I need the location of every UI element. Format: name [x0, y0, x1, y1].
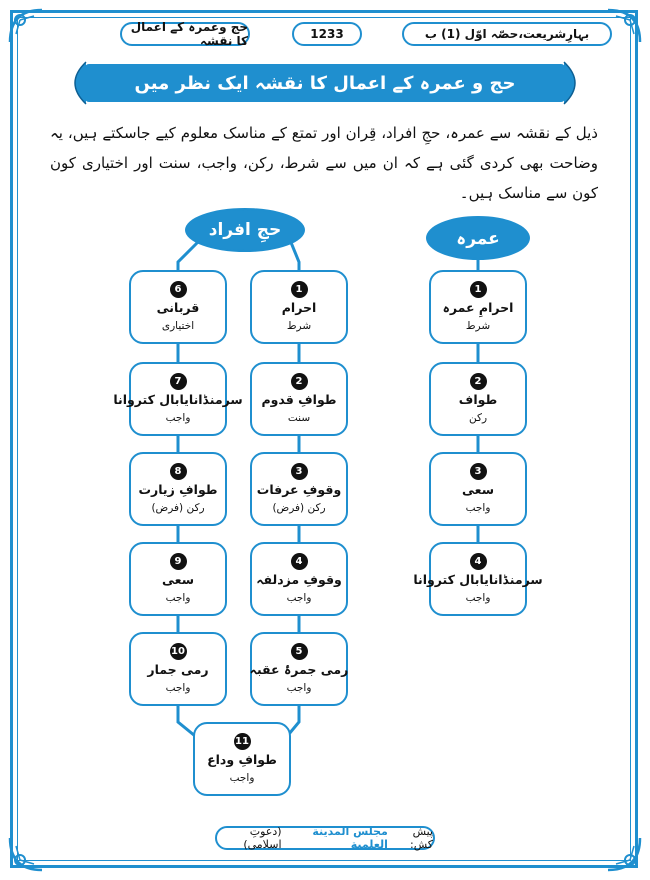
footer-credit	[215, 826, 435, 850]
step-number: 3	[291, 463, 308, 480]
step-number: 8	[170, 463, 187, 480]
step-number: 1	[470, 281, 487, 298]
step-title: سرمنڈانایابال کتروانا	[113, 392, 243, 407]
umrah-step-2	[429, 362, 527, 436]
step-status: رکن (فرض)	[151, 502, 205, 514]
step-title: وقوفِ عرفات	[256, 482, 342, 497]
step-number: 4	[291, 553, 308, 570]
step-status: رکن	[468, 412, 488, 424]
step-number: 11	[234, 733, 251, 750]
step-number: 3	[470, 463, 487, 480]
step-status: واجب	[286, 592, 312, 604]
hajj-step-2	[250, 362, 348, 436]
hajj-step-9	[129, 542, 227, 616]
step-status: شرط	[286, 320, 312, 332]
page-title: حج و عمرہ کے اعمال کا نقشہ ایک نظر میں	[85, 64, 565, 102]
step-title: رمی جمرۂ عقبہ	[249, 662, 349, 677]
step-number: 4	[470, 553, 487, 570]
umrah-step-3	[429, 452, 527, 526]
step-status: واجب	[286, 682, 312, 694]
hajj-step-7	[113, 362, 243, 436]
step-status: واجب	[465, 592, 491, 604]
umrah-heading: عمرہ	[426, 216, 530, 260]
step-number: 7	[170, 373, 187, 390]
step-title: سعی	[162, 572, 194, 587]
step-number: 10	[170, 643, 187, 660]
step-title: طوافِ وداع	[207, 752, 277, 767]
step-status: اختیاری	[161, 320, 195, 332]
intro-paragraph: ذیل کے نقشہ سے عمرہ، حجِ افراد، قِران اور تمتع کے مناسک معلوم کیے جاسکتے ہیں، یہ وضاحت بھی کردی گئی ہے کہ ان میں سے شرط، رکن، واجب، سنت اور اختیاری کون کون سے مناسک ہیں۔	[50, 124, 598, 202]
page-number: 1233	[292, 22, 362, 46]
hajj-step-5	[250, 632, 348, 706]
step-title: طواف	[458, 392, 498, 407]
hajj-step-3	[250, 452, 348, 526]
step-status: واجب	[165, 592, 191, 604]
step-title: وقوفِ مزدلفہ	[256, 572, 342, 587]
step-title: احرامِ عمرہ	[442, 300, 514, 315]
step-title: سعی	[462, 482, 494, 497]
step-number: 2	[470, 373, 487, 390]
step-number: 2	[291, 373, 308, 390]
umrah-step-1	[429, 270, 527, 344]
step-number: 9	[170, 553, 187, 570]
footer-suffix: (دعوتِ اسلامی)	[243, 825, 282, 851]
step-title: سرمنڈانایابال کتروانا	[413, 572, 543, 587]
hajj-step-1	[250, 270, 348, 344]
step-status: شرط	[465, 320, 491, 332]
step-status: واجب	[165, 412, 191, 424]
umrah-step-4	[413, 542, 543, 616]
step-title: احرام	[281, 300, 317, 315]
step-status: واجب	[165, 682, 191, 694]
hajj-step-10	[129, 632, 227, 706]
step-status: سنت	[287, 412, 311, 424]
step-title: طوافِ زیارت	[138, 482, 218, 497]
step-title: رمی جمار	[147, 662, 209, 677]
step-number: 6	[170, 281, 187, 298]
step-number: 5	[291, 643, 308, 660]
step-status: رکن (فرض)	[272, 502, 326, 514]
hajj-step-6	[129, 270, 227, 344]
step-status: واجب	[229, 772, 255, 784]
step-number: 1	[291, 281, 308, 298]
step-status: واجب	[465, 502, 491, 514]
header-section-title: حج وعمرہ کے اعمال کا نقشہ	[120, 22, 250, 46]
header-book-title: بہارِشریعت،حصّہ اوّل (1) ب	[402, 22, 612, 46]
step-title: طوافِ قدوم	[261, 392, 337, 407]
step-title: قربانی	[156, 300, 200, 315]
hajj-step-4	[250, 542, 348, 616]
hajj-step-11	[193, 722, 291, 796]
hajj-step-8	[129, 452, 227, 526]
footer-prefix: پیش کش:	[410, 825, 433, 851]
hajj-ifrad-heading: حجِ افراد	[185, 208, 305, 252]
footer-org: مجلس المدینة العلمیة	[312, 825, 388, 851]
